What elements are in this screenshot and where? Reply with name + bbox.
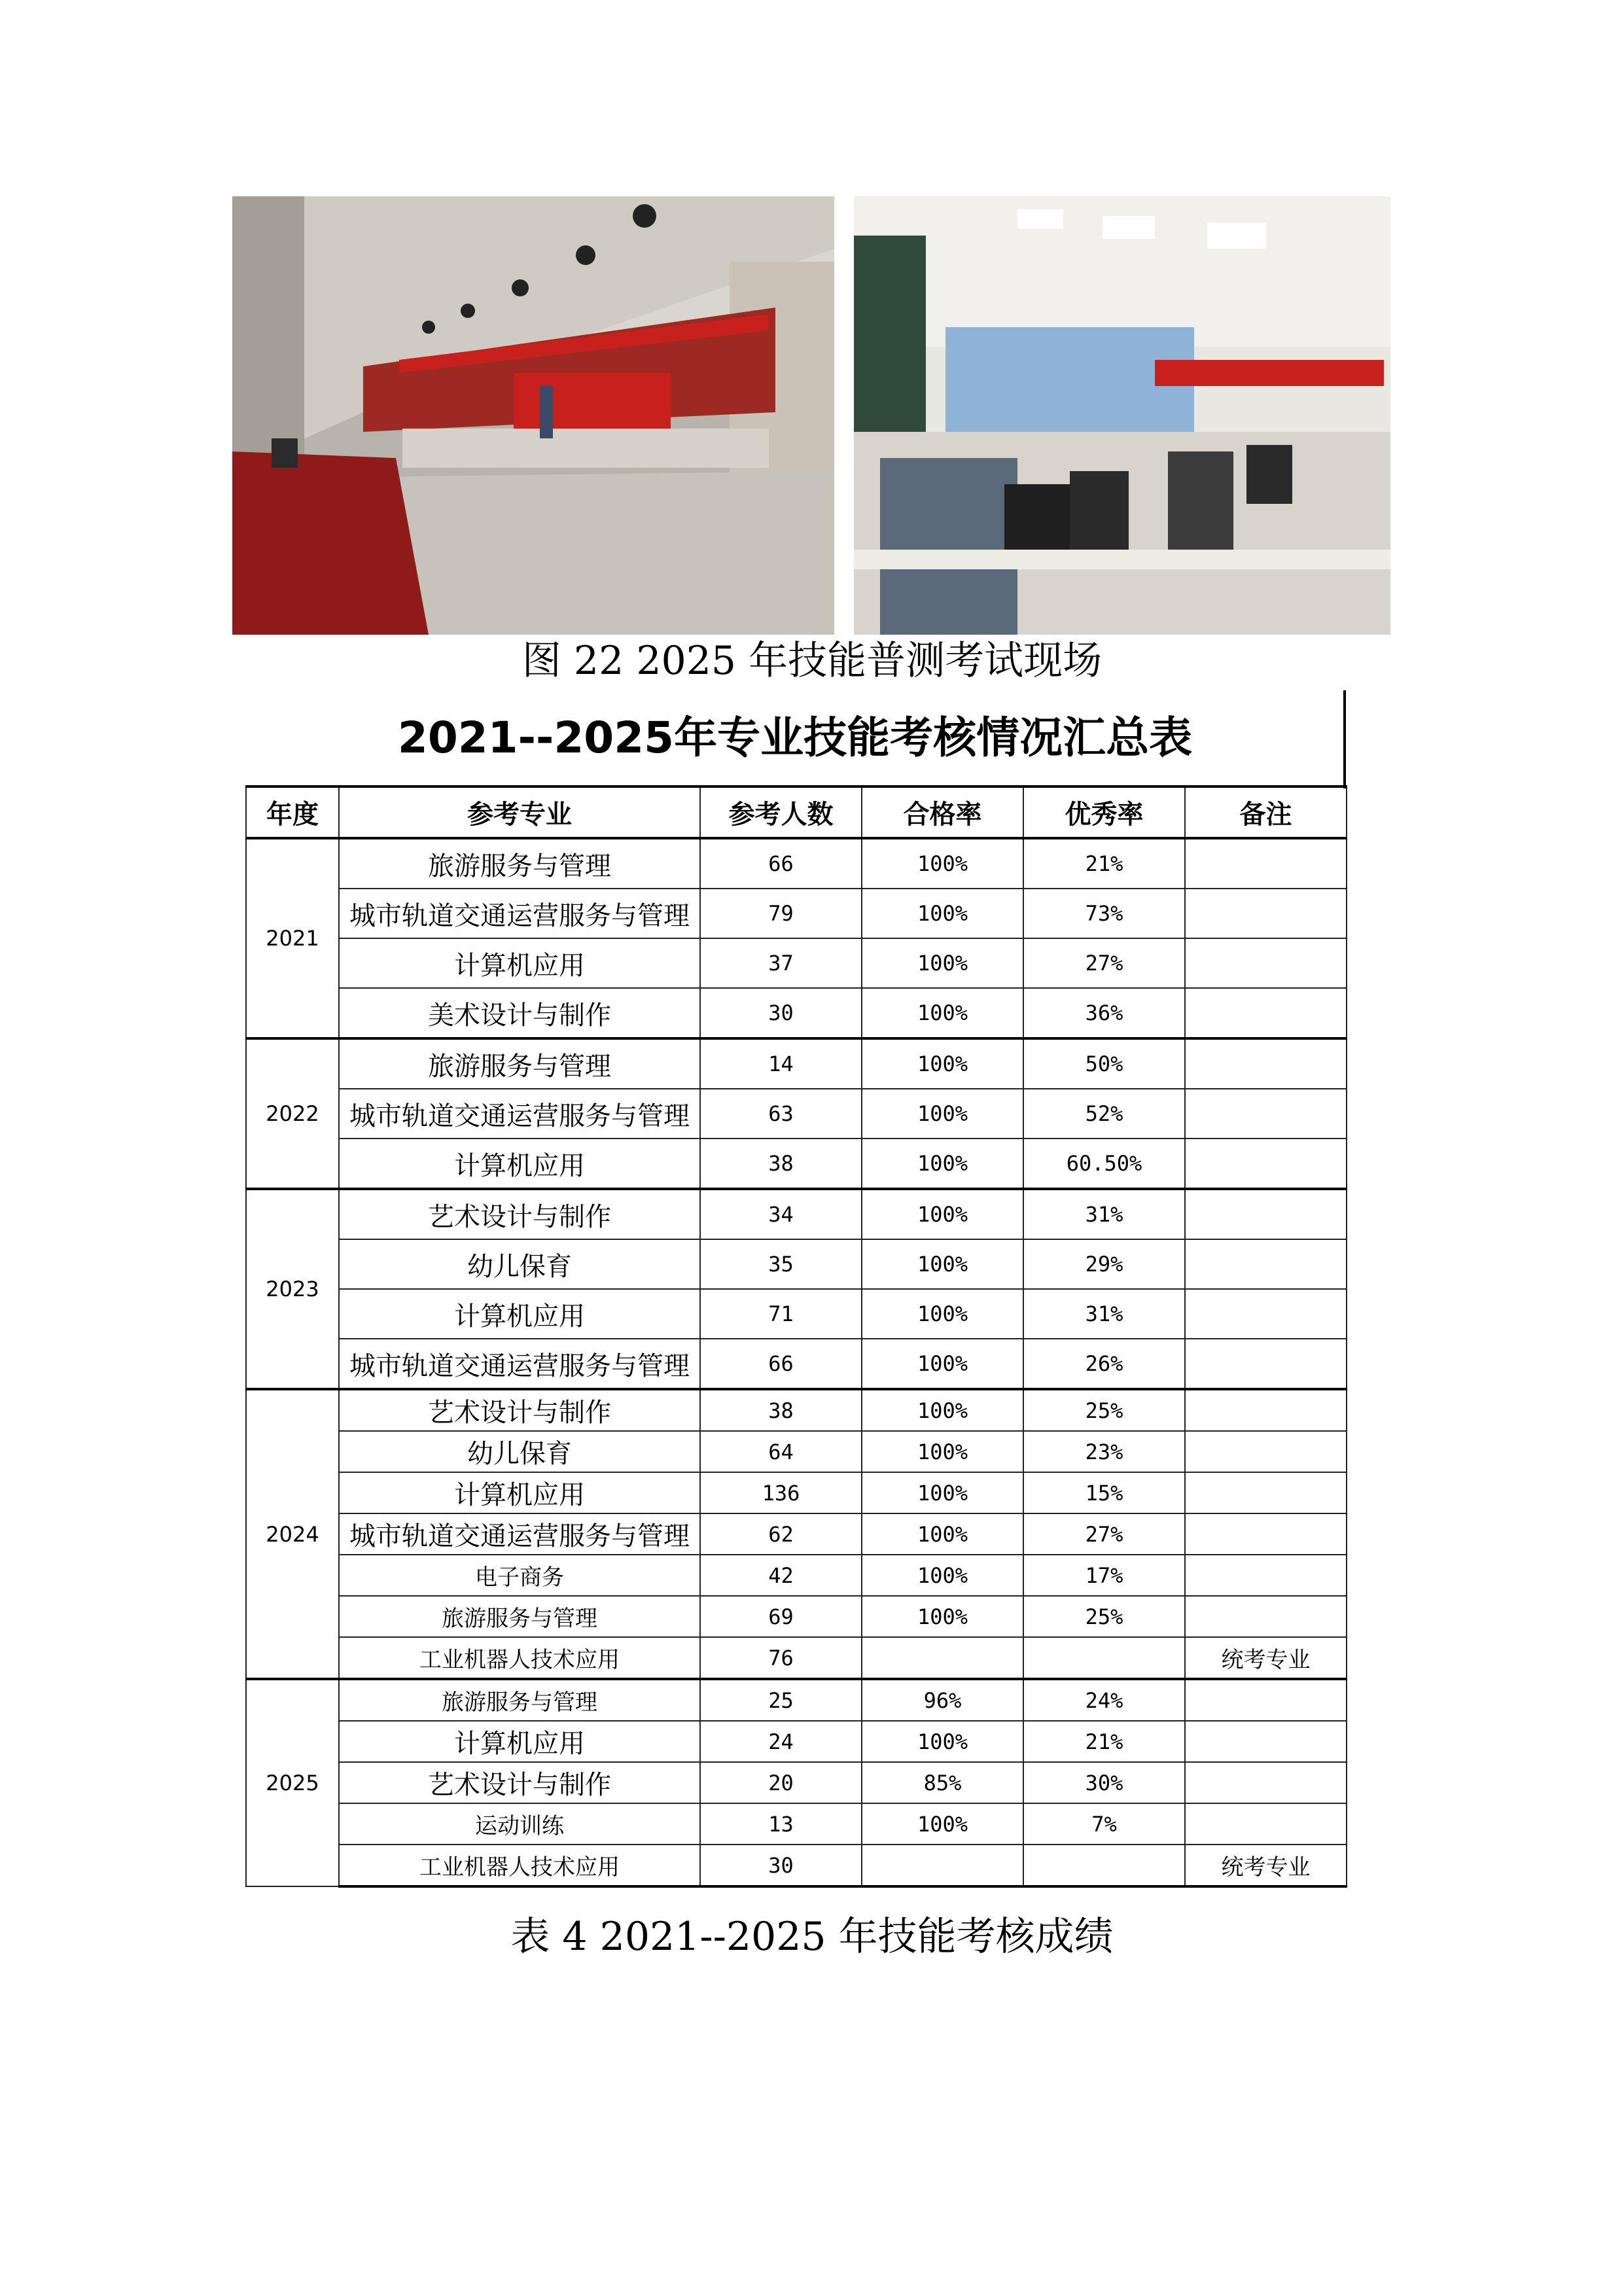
figure-caption: 图 22 2025 年技能普测考试现场 bbox=[521, 638, 1103, 684]
note-cell bbox=[1185, 1472, 1347, 1513]
table-title: 2021--2025年专业技能考核情况汇总表 bbox=[397, 713, 1193, 763]
table-row bbox=[246, 1513, 1347, 1555]
count-cell: 25 bbox=[700, 1679, 862, 1721]
count-cell: 30 bbox=[700, 988, 862, 1038]
count-cell: 13 bbox=[700, 1803, 862, 1845]
pass-rate-cell bbox=[862, 1845, 1023, 1886]
excellent-rate-cell: 25% bbox=[1023, 1389, 1185, 1431]
count-cell: 64 bbox=[700, 1431, 862, 1472]
excellent-rate-cell: 52% bbox=[1023, 1089, 1185, 1139]
count-cell: 20 bbox=[700, 1762, 862, 1803]
table-row bbox=[246, 1803, 1347, 1845]
table-row bbox=[246, 1637, 1347, 1679]
count-cell: 42 bbox=[700, 1555, 862, 1596]
computer-lab-exam-photo bbox=[854, 196, 1390, 635]
count-cell: 66 bbox=[700, 838, 862, 889]
pass-rate-cell: 100% bbox=[862, 889, 1023, 938]
year-group-2021 bbox=[246, 838, 1347, 1038]
skills-assessment-table bbox=[245, 785, 1347, 1888]
note-cell bbox=[1185, 1289, 1347, 1339]
count-cell: 14 bbox=[700, 1038, 862, 1089]
pass-rate-cell: 100% bbox=[862, 1389, 1023, 1431]
pass-rate-cell: 100% bbox=[862, 838, 1023, 889]
pass-rate-cell: 100% bbox=[862, 1596, 1023, 1637]
pass-rate-cell: 100% bbox=[862, 1239, 1023, 1289]
major-cell: 运动训练 bbox=[339, 1803, 700, 1845]
pass-rate-cell: 100% bbox=[862, 1555, 1023, 1596]
header-note: 备注 bbox=[1185, 786, 1347, 838]
note-cell bbox=[1185, 1803, 1347, 1845]
year-cell: 2022 bbox=[246, 1038, 339, 1189]
count-cell: 79 bbox=[700, 889, 862, 938]
major-cell: 旅游服务与管理 bbox=[339, 838, 700, 889]
major-cell: 艺术设计与制作 bbox=[339, 1762, 700, 1803]
excellent-rate-cell bbox=[1023, 1637, 1185, 1679]
major-cell: 工业机器人技术应用 bbox=[339, 1845, 700, 1886]
year-group-2022 bbox=[246, 1038, 1347, 1189]
major-cell: 计算机应用 bbox=[339, 938, 700, 988]
count-cell: 30 bbox=[700, 1845, 862, 1886]
major-cell: 旅游服务与管理 bbox=[339, 1679, 700, 1721]
pass-rate-cell: 100% bbox=[862, 1089, 1023, 1139]
pass-rate-cell: 100% bbox=[862, 1289, 1023, 1339]
major-cell: 城市轨道交通运营服务与管理 bbox=[339, 1089, 700, 1139]
pass-rate-cell: 100% bbox=[862, 1189, 1023, 1239]
table-row bbox=[246, 1389, 1347, 1431]
major-cell: 美术设计与制作 bbox=[339, 988, 700, 1038]
major-cell: 工业机器人技术应用 bbox=[339, 1637, 700, 1679]
pass-rate-cell: 100% bbox=[862, 1803, 1023, 1845]
major-cell: 计算机应用 bbox=[339, 1139, 700, 1189]
note-cell bbox=[1185, 1089, 1347, 1139]
excellent-rate-cell bbox=[1023, 1845, 1185, 1886]
table-row bbox=[246, 1721, 1347, 1762]
table-row bbox=[246, 938, 1347, 988]
title-right-rule bbox=[1343, 690, 1346, 788]
pass-rate-cell: 100% bbox=[862, 1431, 1023, 1472]
excellent-rate-cell: 24% bbox=[1023, 1679, 1185, 1721]
count-cell: 136 bbox=[700, 1472, 862, 1513]
year-group-2023 bbox=[246, 1189, 1347, 1389]
note-cell bbox=[1185, 838, 1347, 889]
count-cell: 71 bbox=[700, 1289, 862, 1339]
count-cell: 37 bbox=[700, 938, 862, 988]
table-row bbox=[246, 1289, 1347, 1339]
count-cell: 38 bbox=[700, 1139, 862, 1189]
header-excellent-rate: 优秀率 bbox=[1023, 786, 1185, 838]
pass-rate-cell: 96% bbox=[862, 1679, 1023, 1721]
note-cell bbox=[1185, 988, 1347, 1038]
excellent-rate-cell: 21% bbox=[1023, 838, 1185, 889]
excellent-rate-cell: 50% bbox=[1023, 1038, 1185, 1089]
major-cell: 计算机应用 bbox=[339, 1721, 700, 1762]
auditorium-exam-photo bbox=[232, 196, 834, 635]
excellent-rate-cell: 15% bbox=[1023, 1472, 1185, 1513]
count-cell: 62 bbox=[700, 1513, 862, 1555]
pass-rate-cell: 100% bbox=[862, 1339, 1023, 1389]
excellent-rate-cell: 29% bbox=[1023, 1239, 1185, 1289]
table-row bbox=[246, 1431, 1347, 1472]
major-cell: 计算机应用 bbox=[339, 1289, 700, 1339]
table-header-row bbox=[246, 786, 1347, 838]
note-cell bbox=[1185, 1389, 1347, 1431]
table-row bbox=[246, 838, 1347, 889]
count-cell: 76 bbox=[700, 1637, 862, 1679]
excellent-rate-cell: 21% bbox=[1023, 1721, 1185, 1762]
count-cell: 38 bbox=[700, 1389, 862, 1431]
excellent-rate-cell: 7% bbox=[1023, 1803, 1185, 1845]
major-cell: 幼儿保育 bbox=[339, 1431, 700, 1472]
note-cell bbox=[1185, 1339, 1347, 1389]
major-cell: 城市轨道交通运营服务与管理 bbox=[339, 1513, 700, 1555]
major-cell: 计算机应用 bbox=[339, 1472, 700, 1513]
note-cell bbox=[1185, 1189, 1347, 1239]
table-row bbox=[246, 1339, 1347, 1389]
excellent-rate-cell: 31% bbox=[1023, 1189, 1185, 1239]
excellent-rate-cell: 23% bbox=[1023, 1431, 1185, 1472]
excellent-rate-cell: 25% bbox=[1023, 1596, 1185, 1637]
count-cell: 63 bbox=[700, 1089, 862, 1139]
note-cell bbox=[1185, 1555, 1347, 1596]
note-cell bbox=[1185, 1038, 1347, 1089]
note-cell: 统考专业 bbox=[1185, 1845, 1347, 1886]
note-cell bbox=[1185, 1762, 1347, 1803]
count-cell: 34 bbox=[700, 1189, 862, 1239]
count-cell: 69 bbox=[700, 1596, 862, 1637]
year-cell: 2024 bbox=[246, 1389, 339, 1679]
note-cell: 统考专业 bbox=[1185, 1637, 1347, 1679]
excellent-rate-cell: 31% bbox=[1023, 1289, 1185, 1339]
year-group-2024 bbox=[246, 1389, 1347, 1679]
excellent-rate-cell: 36% bbox=[1023, 988, 1185, 1038]
major-cell: 艺术设计与制作 bbox=[339, 1389, 700, 1431]
table-row bbox=[246, 1596, 1347, 1637]
excellent-rate-cell: 30% bbox=[1023, 1762, 1185, 1803]
header-pass-rate: 合格率 bbox=[862, 786, 1023, 838]
header-major: 参考专业 bbox=[339, 786, 700, 838]
major-cell: 城市轨道交通运营服务与管理 bbox=[339, 1339, 700, 1389]
pass-rate-cell: 100% bbox=[862, 1721, 1023, 1762]
excellent-rate-cell: 17% bbox=[1023, 1555, 1185, 1596]
year-group-2025 bbox=[246, 1679, 1347, 1886]
table-row bbox=[246, 1239, 1347, 1289]
table-row bbox=[246, 1038, 1347, 1089]
count-cell: 35 bbox=[700, 1239, 862, 1289]
major-cell: 艺术设计与制作 bbox=[339, 1189, 700, 1239]
note-cell bbox=[1185, 1721, 1347, 1762]
table-row bbox=[246, 1555, 1347, 1596]
excellent-rate-cell: 60.50% bbox=[1023, 1139, 1185, 1189]
table-row bbox=[246, 1189, 1347, 1239]
major-cell: 城市轨道交通运营服务与管理 bbox=[339, 889, 700, 938]
table-row bbox=[246, 1139, 1347, 1189]
excellent-rate-cell: 73% bbox=[1023, 889, 1185, 938]
table-row bbox=[246, 1472, 1347, 1513]
major-cell: 幼儿保育 bbox=[339, 1239, 700, 1289]
pass-rate-cell: 100% bbox=[862, 988, 1023, 1038]
pass-rate-cell: 100% bbox=[862, 1513, 1023, 1555]
pass-rate-cell bbox=[862, 1637, 1023, 1679]
note-cell bbox=[1185, 938, 1347, 988]
count-cell: 24 bbox=[700, 1721, 862, 1762]
table-caption: 表 4 2021--2025 年技能考核成绩 bbox=[510, 1914, 1114, 1960]
note-cell bbox=[1185, 1431, 1347, 1472]
note-cell bbox=[1185, 1513, 1347, 1555]
excellent-rate-cell: 26% bbox=[1023, 1339, 1185, 1389]
note-cell bbox=[1185, 1596, 1347, 1637]
major-cell: 电子商务 bbox=[339, 1555, 700, 1596]
year-cell: 2023 bbox=[246, 1189, 339, 1389]
pass-rate-cell: 85% bbox=[862, 1762, 1023, 1803]
major-cell: 旅游服务与管理 bbox=[339, 1038, 700, 1089]
excellent-rate-cell: 27% bbox=[1023, 938, 1185, 988]
table-row bbox=[246, 889, 1347, 938]
year-cell: 2025 bbox=[246, 1679, 339, 1886]
header-year: 年度 bbox=[246, 786, 339, 838]
year-cell: 2021 bbox=[246, 838, 339, 1038]
excellent-rate-cell: 27% bbox=[1023, 1513, 1185, 1555]
note-cell bbox=[1185, 1239, 1347, 1289]
header-count: 参考人数 bbox=[700, 786, 862, 838]
pass-rate-cell: 100% bbox=[862, 1038, 1023, 1089]
table-row bbox=[246, 988, 1347, 1038]
table-row bbox=[246, 1679, 1347, 1721]
note-cell bbox=[1185, 1139, 1347, 1189]
table-row bbox=[246, 1762, 1347, 1803]
table-row bbox=[246, 1089, 1347, 1139]
table-row bbox=[246, 1845, 1347, 1886]
note-cell bbox=[1185, 889, 1347, 938]
pass-rate-cell: 100% bbox=[862, 1139, 1023, 1189]
major-cell: 旅游服务与管理 bbox=[339, 1596, 700, 1637]
pass-rate-cell: 100% bbox=[862, 1472, 1023, 1513]
count-cell: 66 bbox=[700, 1339, 862, 1389]
pass-rate-cell: 100% bbox=[862, 938, 1023, 988]
note-cell bbox=[1185, 1679, 1347, 1721]
